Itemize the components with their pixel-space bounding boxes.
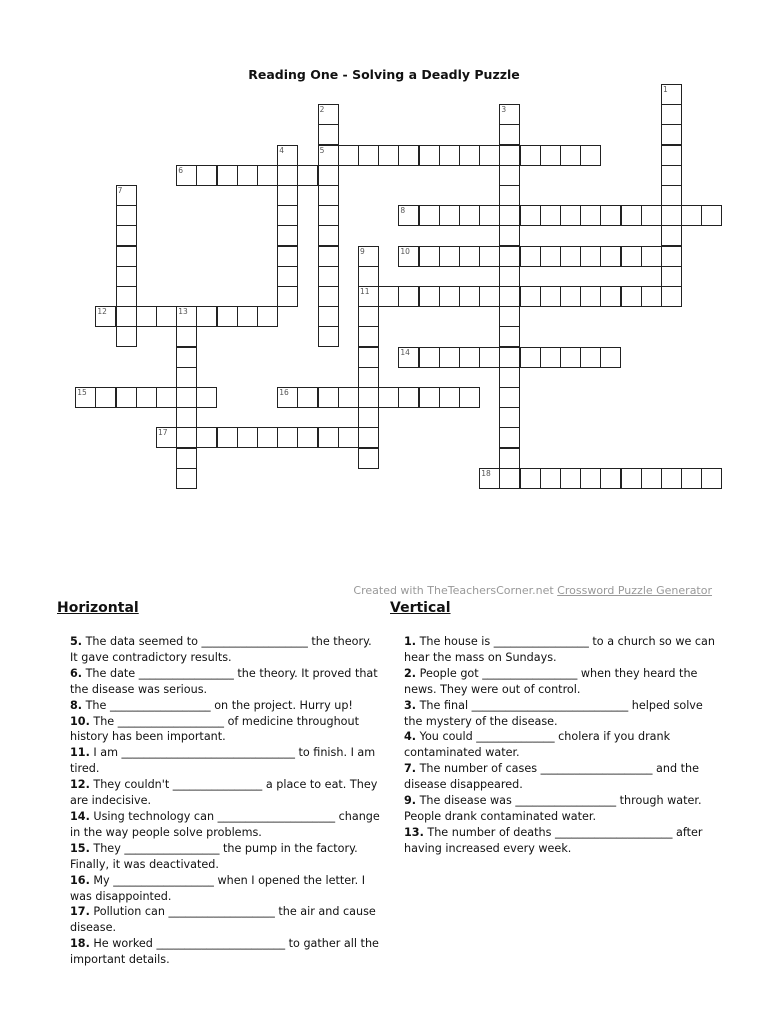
across-heading: Horizontal (57, 600, 139, 616)
clue-number-label: 3. (404, 698, 417, 712)
grid-cell[interactable] (116, 306, 137, 327)
grid-cell[interactable] (621, 286, 642, 307)
grid-cell[interactable] (116, 266, 137, 287)
grid-cell[interactable] (661, 145, 682, 166)
grid-cell[interactable] (459, 347, 480, 368)
clue-number: 8 (400, 206, 406, 216)
grid-cell[interactable] (499, 165, 520, 186)
grid-cell[interactable] (621, 205, 642, 226)
down-heading: Vertical (390, 600, 451, 616)
grid-cell[interactable] (217, 306, 238, 327)
clue-item (70, 777, 380, 809)
clue-text: They couldn't ________________ a place to eat. They are indecisive. (70, 778, 378, 808)
grid-cell[interactable] (318, 286, 339, 307)
grid-cell[interactable] (499, 124, 520, 145)
grid-cell[interactable] (459, 145, 480, 166)
clue-number-label: 5. (70, 635, 83, 648)
grid-cell[interactable] (621, 468, 642, 489)
grid-cell[interactable] (338, 145, 359, 166)
generator-link[interactable]: Crossword Puzzle Generator (557, 584, 712, 597)
clue-number: 12 (97, 307, 107, 317)
grid-cell[interactable] (318, 225, 339, 246)
grid-cell[interactable] (358, 387, 379, 408)
clue-text: The house is _________________ to a church so we can hear the mass on Sundays. (404, 635, 716, 664)
grid-cell[interactable] (237, 427, 258, 448)
clue-number: 13 (178, 307, 188, 317)
clue-number-label: 11. (70, 746, 90, 760)
grid-cell[interactable] (661, 225, 682, 246)
clue-item (70, 634, 380, 666)
grid-cell[interactable] (560, 145, 581, 166)
grid-cell[interactable] (398, 387, 419, 408)
grid-cell[interactable] (661, 286, 682, 307)
grid-cell[interactable] (499, 205, 520, 226)
across-clue-list (70, 634, 380, 968)
clue-item (404, 825, 716, 857)
grid-cell[interactable] (156, 306, 177, 327)
grid-cell[interactable] (297, 387, 318, 408)
grid-cell[interactable] (237, 306, 258, 327)
grid-cell[interactable] (439, 205, 460, 226)
grid-cell[interactable] (499, 387, 520, 408)
clue-item (70, 841, 380, 873)
grid-cell[interactable] (499, 266, 520, 287)
clue-number: 9 (360, 246, 365, 256)
clue-text: Using technology can _____________________ change in the way people solve problems. (70, 809, 380, 839)
clue-number-label: 10. (70, 714, 90, 728)
grid-cell[interactable] (277, 286, 298, 307)
grid-cell[interactable] (419, 347, 440, 368)
grid-cell[interactable] (580, 468, 601, 489)
clue-item (404, 729, 716, 761)
grid-cell[interactable] (661, 124, 682, 145)
grid-cell[interactable] (136, 306, 157, 327)
clue-item (404, 761, 716, 793)
grid-cell[interactable] (358, 266, 379, 287)
grid-cell[interactable] (459, 246, 480, 267)
grid-cell[interactable] (196, 165, 217, 186)
grid-cell[interactable] (701, 205, 722, 226)
grid-cell[interactable] (479, 246, 500, 267)
grid-cell[interactable] (419, 387, 440, 408)
grid-cell[interactable] (681, 205, 702, 226)
grid-cell[interactable] (318, 205, 339, 226)
clue-number-label: 7. (404, 762, 417, 776)
clue-item (404, 698, 716, 730)
grid-cell[interactable] (217, 165, 238, 186)
page-title: Reading One - Solving a Deadly Puzzle (248, 67, 520, 82)
grid-cell[interactable] (560, 205, 581, 226)
grid-cell[interactable] (318, 165, 339, 186)
grid-cell[interactable] (479, 347, 500, 368)
grid-cell[interactable] (318, 185, 339, 206)
grid-cell[interactable] (600, 205, 621, 226)
grid-cell[interactable] (196, 306, 217, 327)
grid-cell[interactable] (600, 286, 621, 307)
clue-text: The disease was __________________ through water. People drank contaminated water. (404, 794, 702, 823)
clue-item (70, 698, 380, 714)
grid-cell[interactable] (499, 367, 520, 388)
grid-cell[interactable] (661, 104, 682, 125)
grid-cell[interactable] (358, 407, 379, 428)
grid-cell[interactable] (540, 205, 561, 226)
grid-cell[interactable] (580, 246, 601, 267)
clue-text: They _________________ the pump in the factory. Finally, it was deactivated. (70, 841, 358, 871)
grid-cell[interactable] (540, 468, 561, 489)
grid-cell[interactable] (116, 286, 137, 307)
clue-text: The data seemed to ___________________ the theory. It gave contradictory results. (70, 635, 372, 664)
clue-number: 18 (481, 468, 491, 478)
clue-item (70, 936, 380, 968)
grid-cell[interactable] (176, 407, 197, 428)
grid-cell[interactable] (95, 387, 116, 408)
clue-text: He worked _______________________ to gather all the important details. (70, 937, 379, 967)
grid-cell[interactable] (136, 387, 157, 408)
grid-cell[interactable] (217, 427, 238, 448)
grid-cell[interactable] (419, 286, 440, 307)
grid-cell[interactable] (277, 205, 298, 226)
clue-text: Pollution can ___________________ the air and cause disease. (70, 905, 376, 935)
grid-cell[interactable] (378, 387, 399, 408)
grid-cell[interactable] (277, 427, 298, 448)
clue-number: 16 (279, 388, 289, 397)
grid-cell[interactable] (297, 427, 318, 448)
grid-cell[interactable] (277, 165, 298, 186)
grid-cell[interactable] (621, 246, 642, 267)
grid-cell[interactable] (641, 205, 662, 226)
grid-cell[interactable] (318, 124, 339, 145)
grid-cell[interactable] (499, 145, 520, 166)
grid-cell[interactable] (641, 286, 662, 307)
grid-cell[interactable] (661, 246, 682, 267)
grid-cell[interactable] (116, 205, 137, 226)
grid-cell[interactable] (419, 145, 440, 166)
grid-cell[interactable] (499, 347, 520, 368)
grid-cell[interactable] (116, 225, 137, 246)
grid-cell[interactable] (701, 468, 722, 489)
grid-cell[interactable] (318, 266, 339, 287)
clue-text: The final ____________________________ helped solve the mystery of the disease. (404, 698, 703, 728)
grid-cell[interactable] (560, 246, 581, 267)
grid-cell[interactable] (176, 347, 197, 368)
grid-cell[interactable] (499, 246, 520, 267)
clue-number: 14 (400, 347, 410, 357)
grid-cell[interactable] (499, 427, 520, 448)
grid-cell[interactable] (318, 326, 339, 347)
grid-cell[interactable] (540, 246, 561, 267)
grid-cell[interactable] (520, 246, 541, 267)
clue-item (70, 745, 380, 777)
clue-number-label: 15. (70, 841, 90, 855)
grid-cell[interactable] (479, 205, 500, 226)
grid-cell[interactable] (196, 387, 217, 408)
grid-cell[interactable] (358, 448, 379, 469)
grid-cell[interactable] (176, 326, 197, 347)
grid-cell[interactable] (378, 145, 399, 166)
clue-number-label: 8. (70, 698, 83, 712)
grid-cell[interactable] (600, 246, 621, 267)
clue-number-label: 13. (404, 825, 424, 839)
grid-cell[interactable] (116, 246, 137, 267)
grid-cell[interactable] (661, 266, 682, 287)
clue-text: My __________________ when I opened the letter. I was disappointed. (70, 873, 366, 903)
grid-cell[interactable] (661, 185, 682, 206)
clue-number: 17 (158, 428, 168, 438)
grid-cell[interactable] (540, 286, 561, 307)
clue-number: 3 (501, 105, 507, 115)
grid-cell[interactable] (540, 145, 561, 166)
grid-cell[interactable] (580, 205, 601, 226)
grid-cell[interactable] (398, 145, 419, 166)
grid-cell[interactable] (318, 387, 339, 408)
grid-cell[interactable] (398, 286, 419, 307)
grid-cell[interactable] (459, 387, 480, 408)
grid-cell[interactable] (156, 387, 177, 408)
grid-cell[interactable] (318, 246, 339, 267)
grid-cell[interactable] (540, 347, 561, 368)
grid-cell[interactable] (277, 185, 298, 206)
clue-item (70, 904, 380, 936)
grid-cell[interactable] (520, 145, 541, 166)
grid-cell[interactable] (499, 407, 520, 428)
credit-line (353, 584, 712, 597)
grid-cell[interactable] (560, 347, 581, 368)
grid-cell[interactable] (257, 427, 278, 448)
grid-cell[interactable] (338, 387, 359, 408)
grid-cell[interactable] (358, 347, 379, 368)
grid-cell[interactable] (116, 387, 137, 408)
grid-cell[interactable] (661, 205, 682, 226)
clue-text: The ___________________ of medicine throughout history has been important. (70, 714, 359, 744)
clue-text: You could ______________ cholera if you drank contaminated water. (404, 730, 671, 760)
grid-cell[interactable] (479, 286, 500, 307)
grid-cell[interactable] (176, 367, 197, 388)
clue-number: 5 (319, 145, 325, 155)
clue-number-label: 4. (404, 730, 417, 744)
grid-cell[interactable] (580, 286, 601, 307)
clue-item (404, 634, 716, 666)
grid-cell[interactable] (358, 145, 379, 166)
grid-cell[interactable] (338, 427, 359, 448)
grid-cell[interactable] (499, 448, 520, 469)
grid-cell[interactable] (297, 165, 318, 186)
grid-cell[interactable] (499, 468, 520, 489)
grid-cell[interactable] (499, 306, 520, 327)
clue-number-label: 14. (70, 809, 90, 823)
grid-cell[interactable] (358, 326, 379, 347)
clue-item (70, 666, 380, 698)
clue-number-label: 18. (70, 937, 90, 951)
grid-cell[interactable] (459, 205, 480, 226)
grid-cell[interactable] (641, 468, 662, 489)
grid-cell[interactable] (661, 468, 682, 489)
clue-number-label: 9. (404, 794, 417, 808)
down-clue-list (404, 634, 716, 857)
grid-cell[interactable] (560, 468, 581, 489)
clue-item (404, 793, 716, 825)
grid-cell[interactable] (318, 427, 339, 448)
clue-item (404, 666, 716, 698)
clue-number: 11 (360, 287, 370, 296)
grid-cell[interactable] (358, 427, 379, 448)
grid-cell[interactable] (600, 468, 621, 489)
grid-cell[interactable] (439, 145, 460, 166)
clue-text: The number of deaths _____________________ after having increased every week. (404, 825, 703, 855)
clue-item (70, 714, 380, 746)
grid-cell[interactable] (641, 246, 662, 267)
grid-cell[interactable] (439, 246, 460, 267)
grid-cell[interactable] (176, 448, 197, 469)
grid-cell[interactable] (378, 286, 399, 307)
grid-cell[interactable] (176, 387, 197, 408)
grid-cell[interactable] (499, 185, 520, 206)
clue-number-label: 1. (404, 635, 417, 648)
grid-cell[interactable] (257, 165, 278, 186)
grid-cell[interactable] (116, 326, 137, 347)
grid-cell[interactable] (520, 286, 541, 307)
grid-cell[interactable] (499, 326, 520, 347)
grid-cell[interactable] (419, 246, 440, 267)
grid-cell[interactable] (439, 347, 460, 368)
clue-number: 15 (77, 388, 87, 397)
clue-text: People got _________________ when they heard the news. They were out of control. (404, 666, 698, 696)
grid-cell[interactable] (580, 347, 601, 368)
grid-cell[interactable] (600, 347, 621, 368)
grid-cell[interactable] (459, 286, 480, 307)
clue-number: 1 (663, 85, 668, 94)
clue-number: 10 (400, 246, 410, 256)
clue-number: 7 (117, 186, 123, 195)
grid-cell[interactable] (358, 367, 379, 388)
clue-number: 6 (178, 165, 183, 175)
grid-cell[interactable] (520, 347, 541, 368)
credit-text: Created with TheTeachersCorner.net (353, 584, 554, 597)
clue-number: 4 (279, 145, 284, 155)
grid-cell[interactable] (681, 468, 702, 489)
grid-cell[interactable] (479, 145, 500, 166)
grid-cell[interactable] (318, 306, 339, 327)
grid-cell[interactable] (277, 246, 298, 267)
grid-cell[interactable] (176, 468, 197, 489)
clue-number-label: 17. (70, 905, 90, 919)
clue-number-label: 16. (70, 873, 90, 887)
grid-cell[interactable] (520, 205, 541, 226)
grid-cell[interactable] (277, 225, 298, 246)
grid-cell[interactable] (439, 286, 460, 307)
grid-cell[interactable] (257, 306, 278, 327)
clue-item (70, 809, 380, 841)
clue-number-label: 6. (70, 666, 83, 680)
grid-cell[interactable] (520, 468, 541, 489)
grid-cell[interactable] (499, 225, 520, 246)
grid-cell[interactable] (176, 427, 197, 448)
clue-item (70, 873, 380, 905)
grid-cell[interactable] (580, 145, 601, 166)
grid-cell[interactable] (196, 427, 217, 448)
clue-number: 2 (319, 105, 325, 115)
clue-number-label: 12. (70, 778, 90, 792)
grid-cell[interactable] (419, 205, 440, 226)
grid-cell[interactable] (560, 286, 581, 307)
grid-cell[interactable] (277, 266, 298, 287)
grid-cell[interactable] (358, 306, 379, 327)
clue-text: The number of cases ____________________ and the disease disappeared. (404, 762, 700, 792)
clue-text: The date _________________ the theory. It proved that the disease was serious. (70, 666, 378, 696)
grid-cell[interactable] (439, 387, 460, 408)
grid-cell[interactable] (661, 165, 682, 186)
grid-cell[interactable] (237, 165, 258, 186)
clue-text: I am _______________________________ to finish. I am tired. (70, 746, 376, 776)
clue-text: The __________________ on the project. Hurry up! (82, 698, 353, 712)
clue-number-label: 2. (404, 666, 417, 680)
grid-cell[interactable] (499, 286, 520, 307)
